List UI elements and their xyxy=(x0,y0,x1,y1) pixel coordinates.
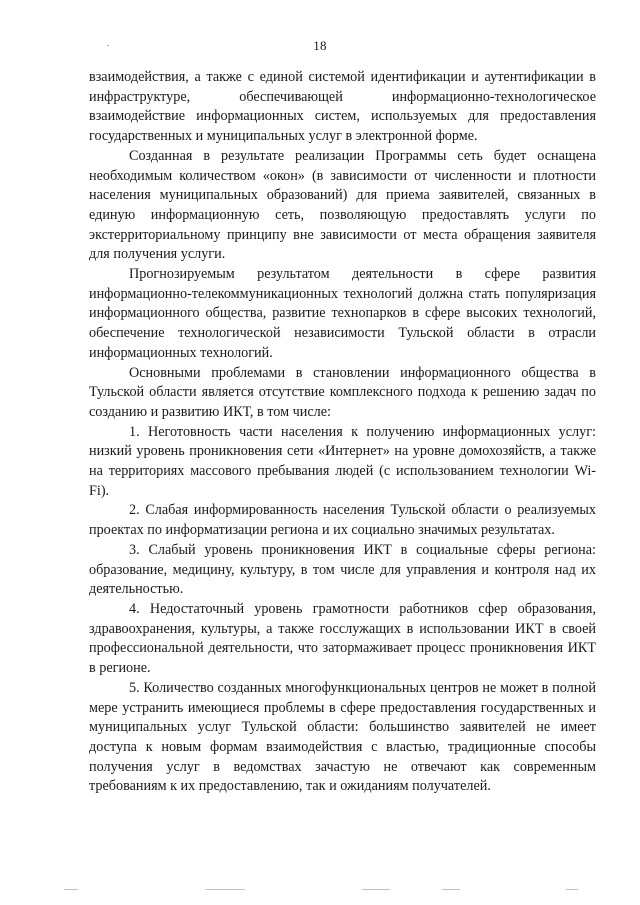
paragraph-main-problems: Основными проблемами в становлении информационного общества в Тульской области является отсутствие комплексного подхода к решению задач по созданию и развитию ИКТ, в том числе: xyxy=(89,364,596,420)
scan-artifact xyxy=(566,889,578,890)
problem-item-3: 3. Слабый уровень проникновения ИКТ в социальные сферы региона: образование, медицину, культуру, в том числе для управления и контроля над их деятельностью. xyxy=(89,541,596,598)
scan-artifact xyxy=(64,889,78,890)
paragraph-network: Созданная в результате реализации Программы сеть будет оснащена необходимым количеством «окон» (в зависимости от численности и плотности населения муниципальных образований) для приема заявителей, связанных в единую информационную сеть, позволяющую предоставлять услуги по экстерриториальному принципу вне зависимости от места обращения заявителя для получения услуги. xyxy=(89,147,596,263)
problem-item-1: 1. Неготовность части населения к получению информационных услуг: низкий уровень проникновения сети «Интернет» на уровне домохозяйств, а также на территориях массового пребывания людей (с использованием технологии Wi-Fi). xyxy=(89,423,596,499)
problem-item-4: 4. Недостаточный уровень грамотности работников сфер образования, здравоохранения, культуры, а также госслужащих в использовании ИКТ в своей профессиональной деятельности, что затормаживает процесс проникновения ИКТ в регионе. xyxy=(89,600,596,677)
scan-artifact xyxy=(362,889,390,890)
problem-item-5: 5. Количество созданных многофункциональных центров не может в полной мере устранить имеющиеся проблемы в сфере предоставления государственных и муниципальных услуг Тульской области: большинство заявителей не имеет доступа к новым формам взаимодействия с властью, традиционные способы получения услуг в ведомствах зачастую не отвечают как современным требованиям к их предоставлению, так и ожиданиям получателей. xyxy=(89,679,596,795)
problem-item-2: 2. Слабая информированность населения Тульской области о реализуемых проектах по информатизации региона и их социально значимых результатах. xyxy=(89,502,596,539)
paragraph-expected-result: Прогнозируемым результатом деятельности в сфере развития информационно-телекоммуникационных технологий должна стать популяризация информационного общества, развитие технопарков в сфере высоких технологий, обеспечение технологической независимости Тульской области в отрасли информационных технологий. xyxy=(89,266,596,361)
page-number: 18 xyxy=(313,38,327,53)
scan-artifact xyxy=(205,889,245,890)
paragraph-continuation: взаимодействия, а также с единой системой идентификации и аутентификации в инфраструктуре, обеспечивающей информационно-технологическое взаимодействие информационных систем, используемых для предоставления государственных и муниципальных услуг в электронной форме. xyxy=(89,69,596,145)
scan-artifact xyxy=(442,889,460,890)
document-body xyxy=(89,68,596,797)
